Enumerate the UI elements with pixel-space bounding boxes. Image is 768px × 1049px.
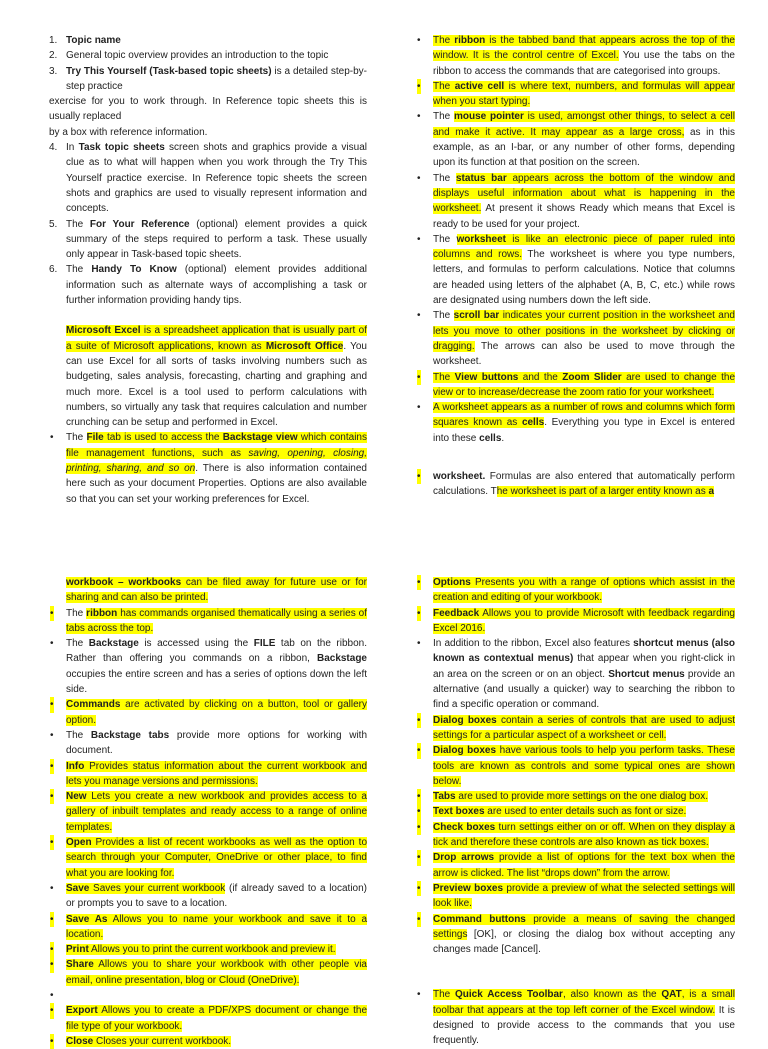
list-item: • The Quick Access Toolbar, also known as the QAT, is a small toolbar that appears at the top left corner of the Excel window. It is designed to provide access to the commands that you use frequently. xyxy=(417,989,735,1047)
list-item: • Options Presents you with a range of options which assist in the creation and editing of your workbook. xyxy=(417,577,735,604)
bullet-icon: • xyxy=(50,1034,54,1049)
bullet-icon: • xyxy=(50,697,54,712)
list-item: • Preview boxes provide a preview of what the selected settings will look like. xyxy=(417,882,735,910)
list-item: 2. General topic overview provides an introduction to the topic xyxy=(49,50,329,62)
top-left-column xyxy=(49,33,367,507)
bullet-icon: • xyxy=(50,729,54,741)
list-item: • The Backstage tabs provide more options for working with document. xyxy=(50,729,368,757)
bullet-icon: • xyxy=(417,912,421,927)
bullet-icon: • xyxy=(417,713,421,728)
list-item: • Save As Allows you to name your workbook and save it to a location. xyxy=(50,913,368,940)
bullet-icon: • xyxy=(417,881,421,896)
bullet-icon: • xyxy=(50,638,54,650)
list-item: • Drop arrows provide a list of options for the text box when the arrow is clicked. The list “drops down” from the arrow. xyxy=(417,852,735,879)
bullet-icon: • xyxy=(50,606,54,621)
list-item: • The scroll bar indicates your current position in the worksheet and lets you move to other positions in the worksheet by clicking or dragging. The arrows can also be used to move through the worksheet. xyxy=(417,310,735,368)
list-item: • A worksheet appears as a number of rows and columns which form squares known as cells. Everything you type in Excel is entered into these cells. xyxy=(417,402,735,444)
bullet-icon: • xyxy=(417,820,421,835)
bullet-icon: • xyxy=(417,575,421,590)
bullet-icon: • xyxy=(417,789,421,804)
bottom-right-column xyxy=(417,575,736,1049)
list-item: • The worksheet is like an electronic piece of paper ruled into columns and rows. The worksheet is where you type numbers, letters, and formulas to perform calculations. Notice that columns are headed using letters of the alphabet (A, B, C, etc.) while rows are designated using numbers down the left side. xyxy=(417,233,735,307)
bullet-icon: • xyxy=(417,743,421,758)
bullet-icon: • xyxy=(417,606,421,621)
bullet-icon: • xyxy=(50,835,54,850)
bullet-icon: • xyxy=(50,990,54,1002)
list-item: • Save Saves your current workbook (if already saved to a location) or prompts you to save to a location. xyxy=(50,882,367,910)
bullet-icon: • xyxy=(417,804,421,819)
bullet-icon: • xyxy=(417,850,421,865)
list-item: • Text boxes are used to enter details such as font or size. xyxy=(433,804,735,819)
list-item: 6. The Handy To Know (optional) element provides additional information such as alternate ways of accomplishing a task or further information providing handy tips. xyxy=(49,264,367,307)
list-item: • Dialog boxes have various tools to help you perform tasks. These tools are known as controls and some typical ones are shown below. xyxy=(417,745,735,787)
list-item: • The mouse pointer is used, amongst other things, to select a cell and make it active. It may appear as a large cross, as in this example, as an I-bar, or any number of other forms, depending upon its function at that position on the screen. xyxy=(417,111,735,169)
bullet-icon: • xyxy=(50,789,54,804)
list-item: • Command buttons provide a means of saving the changed settings [OK], or closing the dialog box without accepting any changes made [Cancel]. xyxy=(417,913,736,956)
list-item: 4. In Task topic sheets screen shots and graphics provide a visual clue as to what will happen when you work through the Try This Yourself practice exercise. In Reference topic sheets the screen shots and graphics are used to visually represent information and concepts. xyxy=(49,142,367,215)
bullet-icon: • xyxy=(50,957,54,972)
list-item: • Export Allows you to create a PDF/XPS document or change the file type of your workbook. xyxy=(50,1005,367,1032)
list-item: • The ribbon is the tabbed band that appears across the top of the window. It is the control centre of Excel. You use the tabs on the ribbon to access the commands that are categorised into groups. xyxy=(417,35,735,77)
excel-intro-paragraph: Microsoft Excel is a spreadsheet application that is usually part of a suite of Microsoft applications, known as Microsoft Office. You can use Excel for all sorts of tasks involving numbers such as budgeting, sales analysis, forecasting, charting and graphing and much more. Excel is a tool used to perform calculations with numbers, so virtually any task that requires calculation and number crunching can be setup and performed in Excel. xyxy=(66,325,367,429)
paragraph: exercise for you to work through. In Reference topic sheets this is usually replaced xyxy=(49,96,367,123)
bullet-icon: • xyxy=(417,310,421,322)
list-item: • Commands are activated by clicking on a button, tool or gallery option. xyxy=(50,699,367,726)
bullet-icon: • xyxy=(417,989,421,1001)
bullet-icon: • xyxy=(417,638,421,650)
bullet-icon: • xyxy=(417,79,421,94)
list-item: • Print Allows you to print the current workbook and preview it. xyxy=(66,942,367,957)
list-item: • Close Closes your current workbook. xyxy=(66,1034,367,1049)
bullet-icon: • xyxy=(417,233,421,245)
list-item: • The ribbon has commands organised thematically using a series of tabs across the top. xyxy=(50,607,367,634)
list-item: • The Backstage is accessed using the FILE tab on the ribbon. Rather than offering you commands on a ribbon, Backstage occupies the entire screen and has a series of options down the left side. xyxy=(50,638,367,696)
paragraph: workbook – workbooks can be filed away for future use or for sharing and can also be printed. xyxy=(66,577,367,604)
bullet-icon: • xyxy=(417,35,421,46)
bullet-icon: • xyxy=(50,912,54,927)
list-item: • Tabs are used to provide more settings on the one dialog box. xyxy=(433,789,735,804)
bullet-icon: • xyxy=(50,882,54,894)
list-item xyxy=(50,988,367,1003)
list-item: • Info Provides status information about the current workbook and lets you manage versions and permissions. xyxy=(50,760,367,787)
bullet-icon: • xyxy=(417,111,421,123)
topic-name-heading: Topic name xyxy=(66,35,121,46)
list-item: • Dialog boxes contain a series of controls that are used to adjust settings for a particular aspect of a worksheet or cell. xyxy=(417,714,735,741)
list-item: 5. The For Your Reference (optional) element provides a quick summary of the steps required to perform a task. These usually only appear in Task-based topic sheets. xyxy=(49,218,367,261)
list-item: • Feedback Allows you to provide Microsoft with feedback regarding Excel 2016. xyxy=(417,607,735,634)
bullet-icon: • xyxy=(50,942,54,957)
paragraph: by a box with reference information. xyxy=(49,126,208,138)
bullet-icon: • xyxy=(50,1003,54,1018)
top-right-column xyxy=(417,33,736,500)
list-item: • The View buttons and the Zoom Slider are used to change the view or to increase/decrease the zoom ratio for your worksheet. xyxy=(417,371,736,398)
list-item: • New Lets you create a new workbook and provides access to a gallery of inbuilt templates and ready access to a range of online templates. xyxy=(50,791,367,833)
list-item: • Open Provides a list of recent workbooks as well as the option to search through your Computer, OneDrive or other place, to find what you are looking for. xyxy=(50,837,367,879)
list-item: 1. Topic name xyxy=(49,35,121,46)
list-item: • In addition to the ribbon, Excel also features shortcut menus (also known as contextual menus) that appear when you right-click in an area on the screen or on an object. Shortcut menus provide an alternative (and usually a quicker) way to searching the ribbon to find a specific operation or command. xyxy=(417,638,736,711)
bullet-icon: • xyxy=(417,469,421,484)
bullet-icon: • xyxy=(417,172,421,184)
bullet-icon: • xyxy=(417,370,421,385)
bullet-icon: • xyxy=(50,759,54,774)
bottom-left-column xyxy=(50,575,368,1049)
list-item: • The status bar appears across the bottom of the window and displays useful information about what is happening in the worksheet. At present it shows Ready which means that Excel is ready to be used for your project. xyxy=(417,172,736,230)
bullet-icon: • xyxy=(417,402,421,414)
list-item: • worksheet. Formulas are also entered that automatically perform calculations. The worksheet is part of a larger entity known as a xyxy=(417,471,735,498)
bullet-icon: • xyxy=(50,432,54,444)
list-item: • Check boxes turn settings either on or off. When on they display a tick and therefore these controls are also known as tick boxes. xyxy=(417,821,735,849)
list-item: • The File tab is used to access the Backstage view which contains file management functions, such as saving, opening, closing, printing, sharing, and so on. There is also information contained here such as your document Properties. Options are also available so that you can set your working preferences for Excel. xyxy=(50,432,367,505)
list-item: • The active cell is where text, numbers, and formulas will appear when you start typing. xyxy=(417,80,735,108)
list-item: • Share Allows you to share your workbook with other people via email, online presentation, blog or Cloud (OneDrive). xyxy=(50,959,367,986)
list-item: 3. Try This Yourself (Task-based topic sheets) is a detailed step-by-step practice xyxy=(49,65,367,92)
